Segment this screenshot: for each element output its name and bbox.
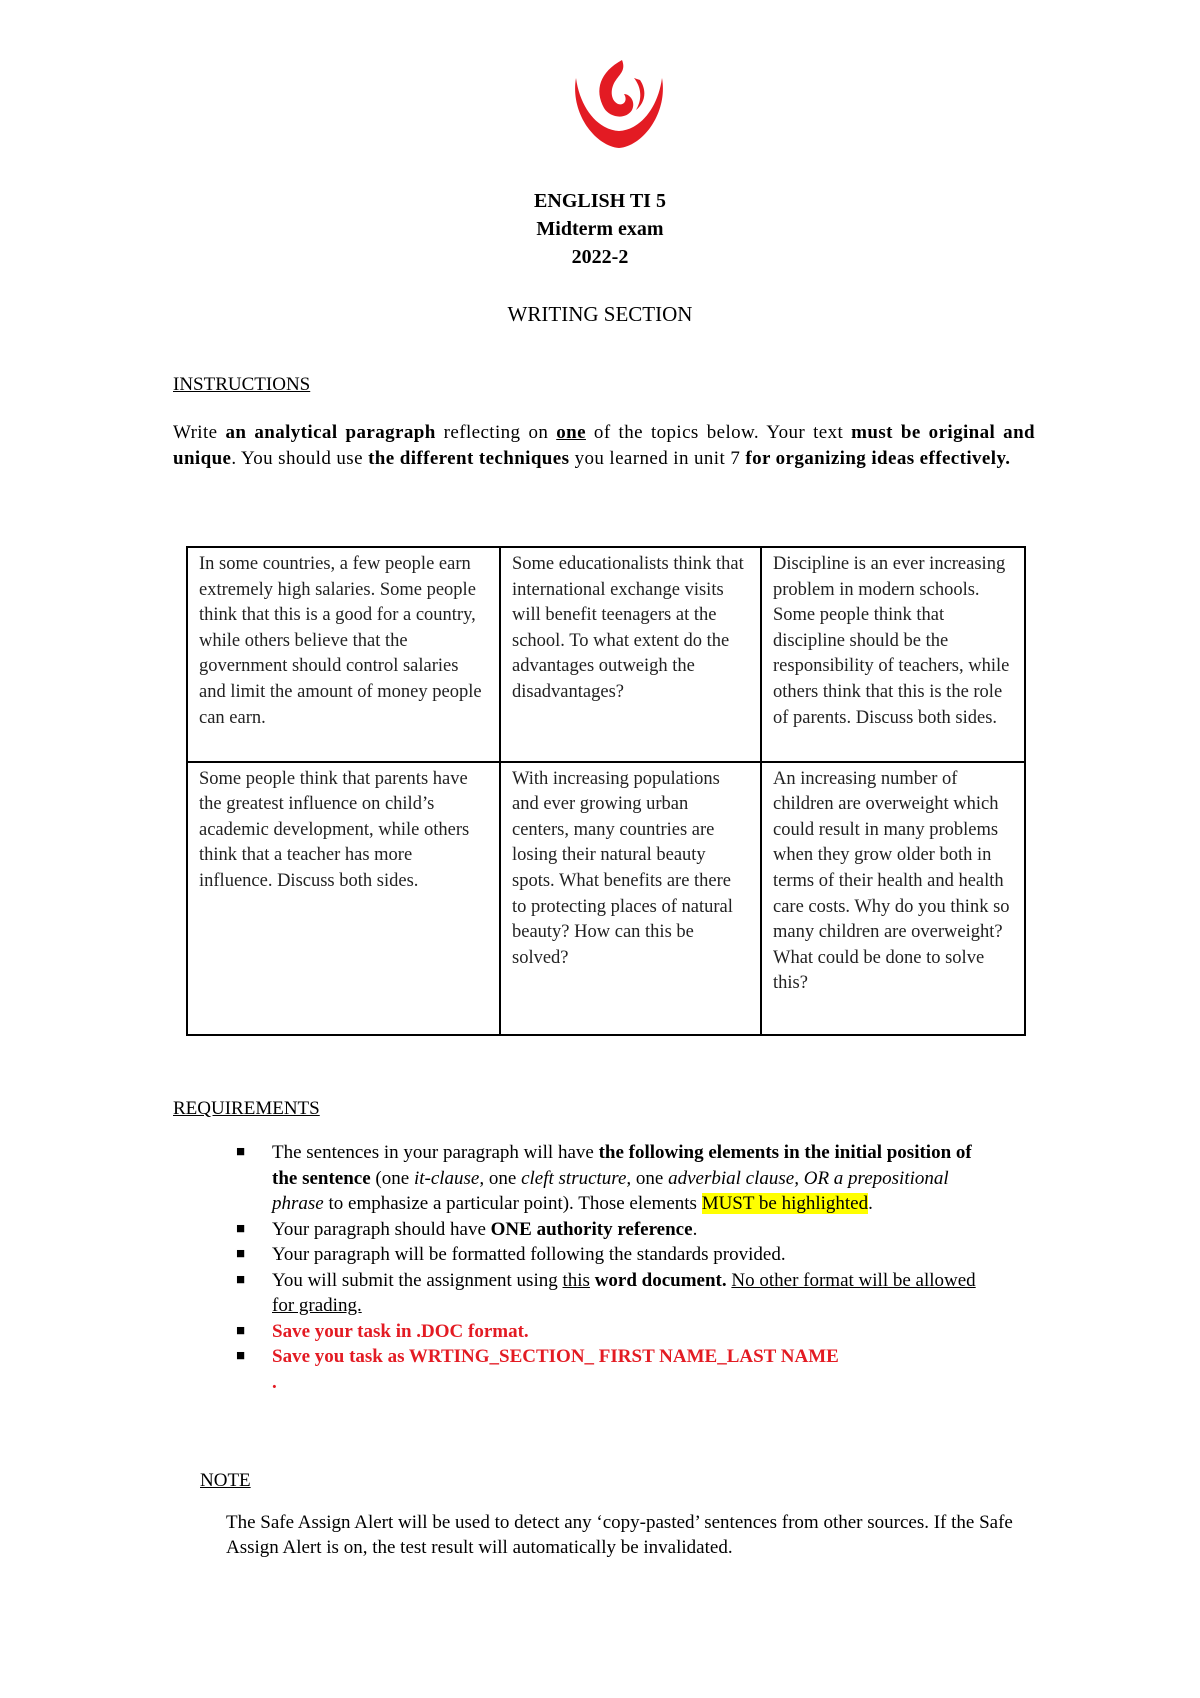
requirements-list	[236, 1140, 996, 1395]
list-item: ■ The sentences in your paragraph will have the following elements in the initial position of the sentence (one it-clause, one cleft structure, one adverbial clause, OR a prepositional phrase to emphasize a particular point). Those elements MUST be highlighted.	[236, 1142, 972, 1214]
topic-cell: Discipline is an ever increasing problem in modern schools. Some people think that discipline should be the responsibility of teachers, while others think that this is the role of parents. Discuss both sides.	[761, 547, 1025, 762]
square-bullet-icon: ■	[236, 1271, 246, 1288]
note-paragraph: The Safe Assign Alert will be used to detect any ‘copy-pasted’ sentences from other sources. If the Safe Assign Alert is on, the test result will automatically be invalidated.	[226, 1512, 1013, 1558]
square-bullet-icon: ■	[236, 1144, 246, 1160]
instructions-heading: INSTRUCTIONS	[173, 374, 311, 395]
list-item: ■ You will submit the assignment using this word document. No other format will be allowed for grading.	[236, 1269, 976, 1316]
flame-logo-icon	[570, 58, 668, 152]
highlighted-text: MUST be highlighted	[701, 1193, 869, 1214]
note-heading: NOTE	[200, 1470, 251, 1491]
list-item: ■ Save you task as WRTING_SECTION_ FIRST NAME_LAST NAME .	[236, 1346, 839, 1393]
topic-cell: In some countries, a few people earn extremely high salaries. Some people think that this is a good for a country, while others believe that the government should control salaries and limit the amount of money people can earn.	[187, 547, 500, 762]
course-title: ENGLISH TI 5	[534, 190, 666, 212]
topic-cell: With increasing populations and ever growing urban centers, many countries are losing their natural beauty spots. What benefits are there to protecting places of natural beauty? How can this be solved?	[500, 762, 761, 1035]
list-item: ■ Your paragraph should have ONE authority reference.	[236, 1217, 996, 1243]
instructions-paragraph: Write an analytical paragraph reflecting on one of the topics below. Your text must be original and unique. You should use the different techniques you learned in unit 7 for organizing ideas effectively.	[173, 422, 1036, 469]
square-bullet-icon: ■	[236, 1246, 246, 1262]
topic-cell: Some people think that parents have the greatest influence on child’s academic development, while others think that a teacher has more influence. Discuss both sides.	[187, 762, 500, 1035]
requirements-heading: REQUIREMENTS	[173, 1098, 320, 1119]
list-item: ■ Your paragraph will be formatted following the standards provided.	[236, 1242, 996, 1268]
exam-title: Midterm exam	[536, 218, 664, 240]
exam-term: 2022-2	[571, 246, 629, 268]
square-bullet-icon: ■	[236, 1322, 246, 1339]
square-bullet-icon: ■	[236, 1220, 246, 1237]
section-title: WRITING SECTION	[507, 302, 693, 326]
topics-table	[186, 546, 1026, 1036]
square-bullet-icon: ■	[236, 1348, 246, 1364]
list-item: ■ Save your task in .DOC format.	[236, 1319, 996, 1345]
table-row	[187, 762, 1025, 1035]
table-row	[187, 547, 1025, 762]
topic-cell: An increasing number of children are overweight which could result in many problems when they grow older both in terms of their health and health care costs. Why do you think so many children are overweight? What could be done to solve this?	[761, 762, 1025, 1035]
topic-cell: Some educationalists think that international exchange visits will benefit teenagers at the school. To what extent do the advantages outweigh the disadvantages?	[500, 547, 761, 762]
